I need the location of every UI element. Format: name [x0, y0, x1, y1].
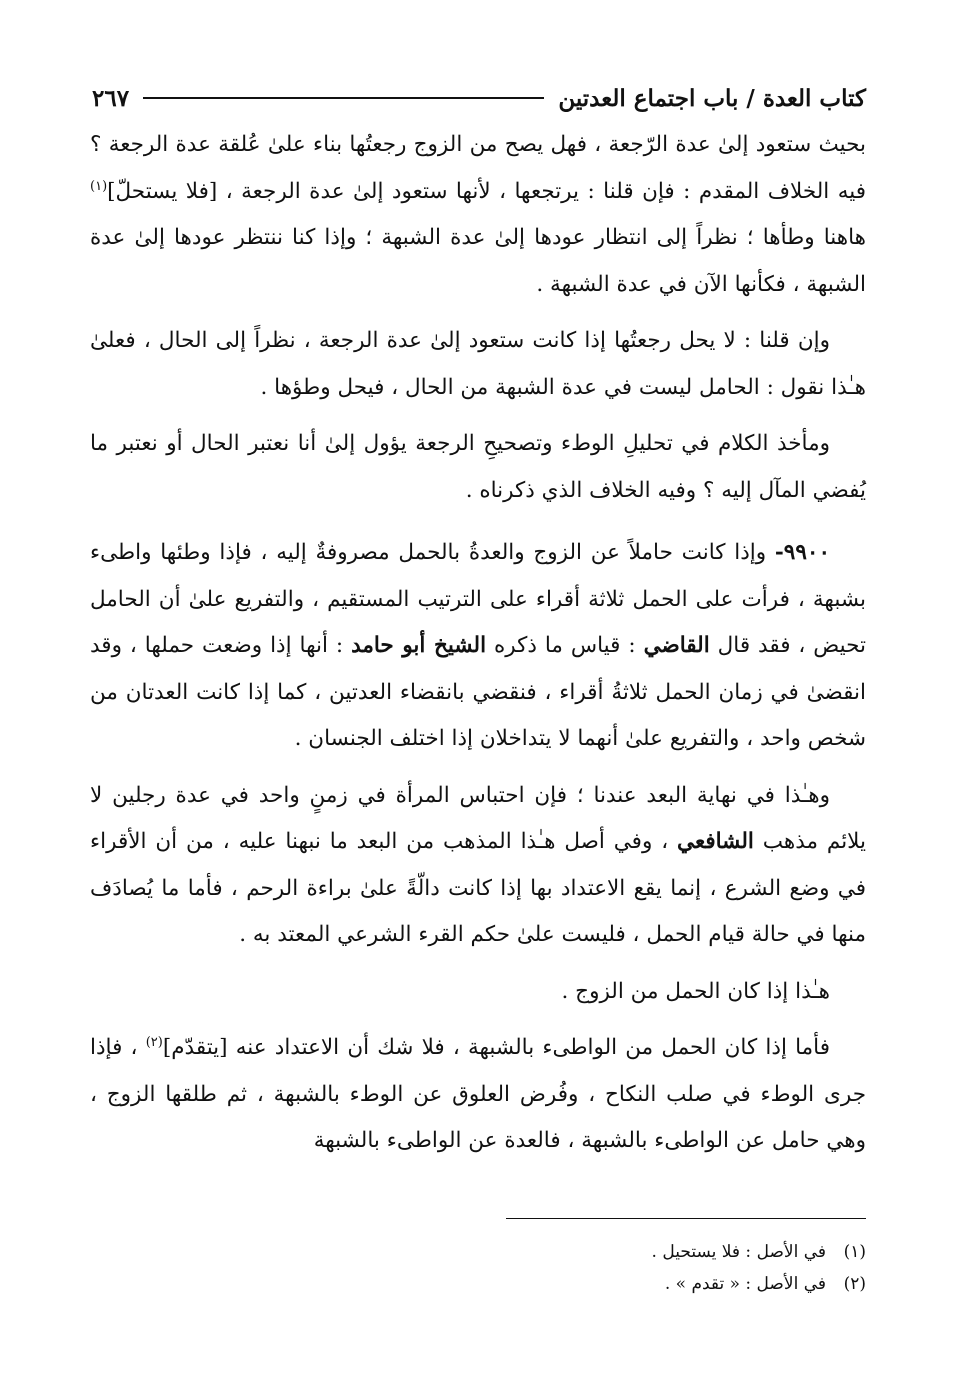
- paragraph-9900-part1: وإذا كانت حاملاً عن الزوج والعدةُ بالحمل مصروفةٌ إليه ، فإذا وطئها واطىء بشبهة ، فرأت على الحمل ثلاثة أقراء على الترتيب المستقيم ، والتفريع علىٰ أن الحامل تحيض ، فقد قال: [90, 540, 866, 658]
- footnote-ref-1: (١): [90, 178, 108, 194]
- running-title: كتاب العدة / باب اجتماع العدتين: [558, 84, 866, 112]
- header-rule: [143, 97, 544, 99]
- paragraph-raja: [90, 122, 866, 308]
- paragraph-far-part2: ، وفي أصل هـٰذا المذهب من البعد ما نبهنا عليه ، من أن الأقراء في وضع الشرع ، إنما يقع الاعتداد بها إذا كانت دالّةً علىٰ براءة الرحم ، فأما ما يُصادَف منها في حالة قيام الحمل ، فليست علىٰ حكم القرء الشرعي المعتد به .: [90, 829, 866, 947]
- paragraph-9900-part2: : قياس ما ذكره: [486, 633, 644, 658]
- paragraph-last: [90, 1025, 866, 1165]
- paragraph-9900-part3: : أنها إذا وضعت حملها ، وقد انقضىٰ في زمان الحمل ثلاثةُ أقراء ، فنقضي بانقضاء العدتين ، كما إذا كانت العدتان من شخص واحد ، والتفريع علىٰ أنهما لا يتداخلان إذا اختلف الجنسان .: [90, 633, 866, 751]
- paragraph-9900: [90, 530, 866, 763]
- paragraph-raja-rest: هاهنا وطأها ؛ نظراً إلى انتظار عودها إلىٰ عدة الشبهة ؛ وإذا كنا ننتظر عودها إلىٰ عدة الشبهة ، فكأنها الآن في عدة الشبهة .: [90, 225, 866, 297]
- scholar-name-abu-hamid: الشيخ أبو حامد: [351, 633, 487, 658]
- scholar-name-shafii: الشافعي: [677, 829, 754, 854]
- footnote-1: [90, 1236, 866, 1268]
- footnote-rule: [506, 1218, 866, 1219]
- paragraph-raja-text: بحيث ستعود إلىٰ عدة الرّجعة ، فهل يصح من الزوج رجعتُها بناء علىٰ عُلقة عدة الرجعة ؟ فيه الخلاف المقدم : فإن قلنا : يرتجعها ، لأنها ستعود إلىٰ عدة الرجعة ، [فلا يستحلّ]: [90, 132, 866, 204]
- footnote-ref-2: (٢): [145, 1034, 163, 1050]
- page-number: ٢٦٧: [92, 84, 130, 112]
- footnote-2: [90, 1268, 866, 1300]
- paragraph-makhadh: ومأخذ الكلام في تحليلِ الوطء وتصحيحِ الرجعة يؤول إلىٰ أنا نعتبر الحال أو نعتبر ما يُفضي المآل إليه ؟ وفيه الخلاف الذي ذكرناه .: [90, 431, 866, 503]
- paragraph-husband: هـٰذا إذا كان الحمل من الزوج .: [561, 978, 830, 1004]
- footnote-2-number: (٢): [843, 1274, 866, 1294]
- scholar-name-qadi: القاضي: [643, 633, 710, 658]
- paragraph-far-part1: وهـٰذا في نهاية البعد عندنا ؛ فإن احتباس المرأة في زمنٍ واحد في عدة رجلين لا يلائم مذهب: [90, 782, 866, 854]
- issue-number: ٩٩٠٠-: [774, 540, 830, 565]
- paragraph-far: [90, 773, 866, 959]
- footnotes: [90, 1236, 866, 1300]
- paragraph-last-part1: فأما إذا كان الحمل من الواطىء بالشبهة ، فلا شك أن الاعتداد عنه [يتقدّم]: [162, 1035, 830, 1060]
- footnote-1-text: في الأصل : فلا يستحيل .: [651, 1242, 826, 1262]
- footnote-2-text: في الأصل : « تقدم » .: [664, 1274, 826, 1294]
- paragraph-last-part2: ، فإذا جرى الوطء في صلب النكاح ، وفُرض العلوق عن الوطء بالشبهة ، ثم طلقها الزوج ، وهي حامل عن الواطىء بالشبهة ، فالعدة عن الواطىء بالشبهة: [90, 1035, 866, 1153]
- book-page: [90, 78, 866, 1378]
- page-body: [90, 122, 866, 1165]
- paragraph-la-yahil: وإن قلنا : لا يحل رجعتُها إذا كانت ستعود إلىٰ عدة الرجعة ، نظراً إلى الحال ، فعلىٰ هـٰذا نقول : الحامل ليست في عدة الشبهة من الحال ، فيحل وطؤها .: [90, 328, 866, 400]
- page-header: [90, 78, 866, 118]
- footnote-1-number: (١): [843, 1242, 866, 1262]
